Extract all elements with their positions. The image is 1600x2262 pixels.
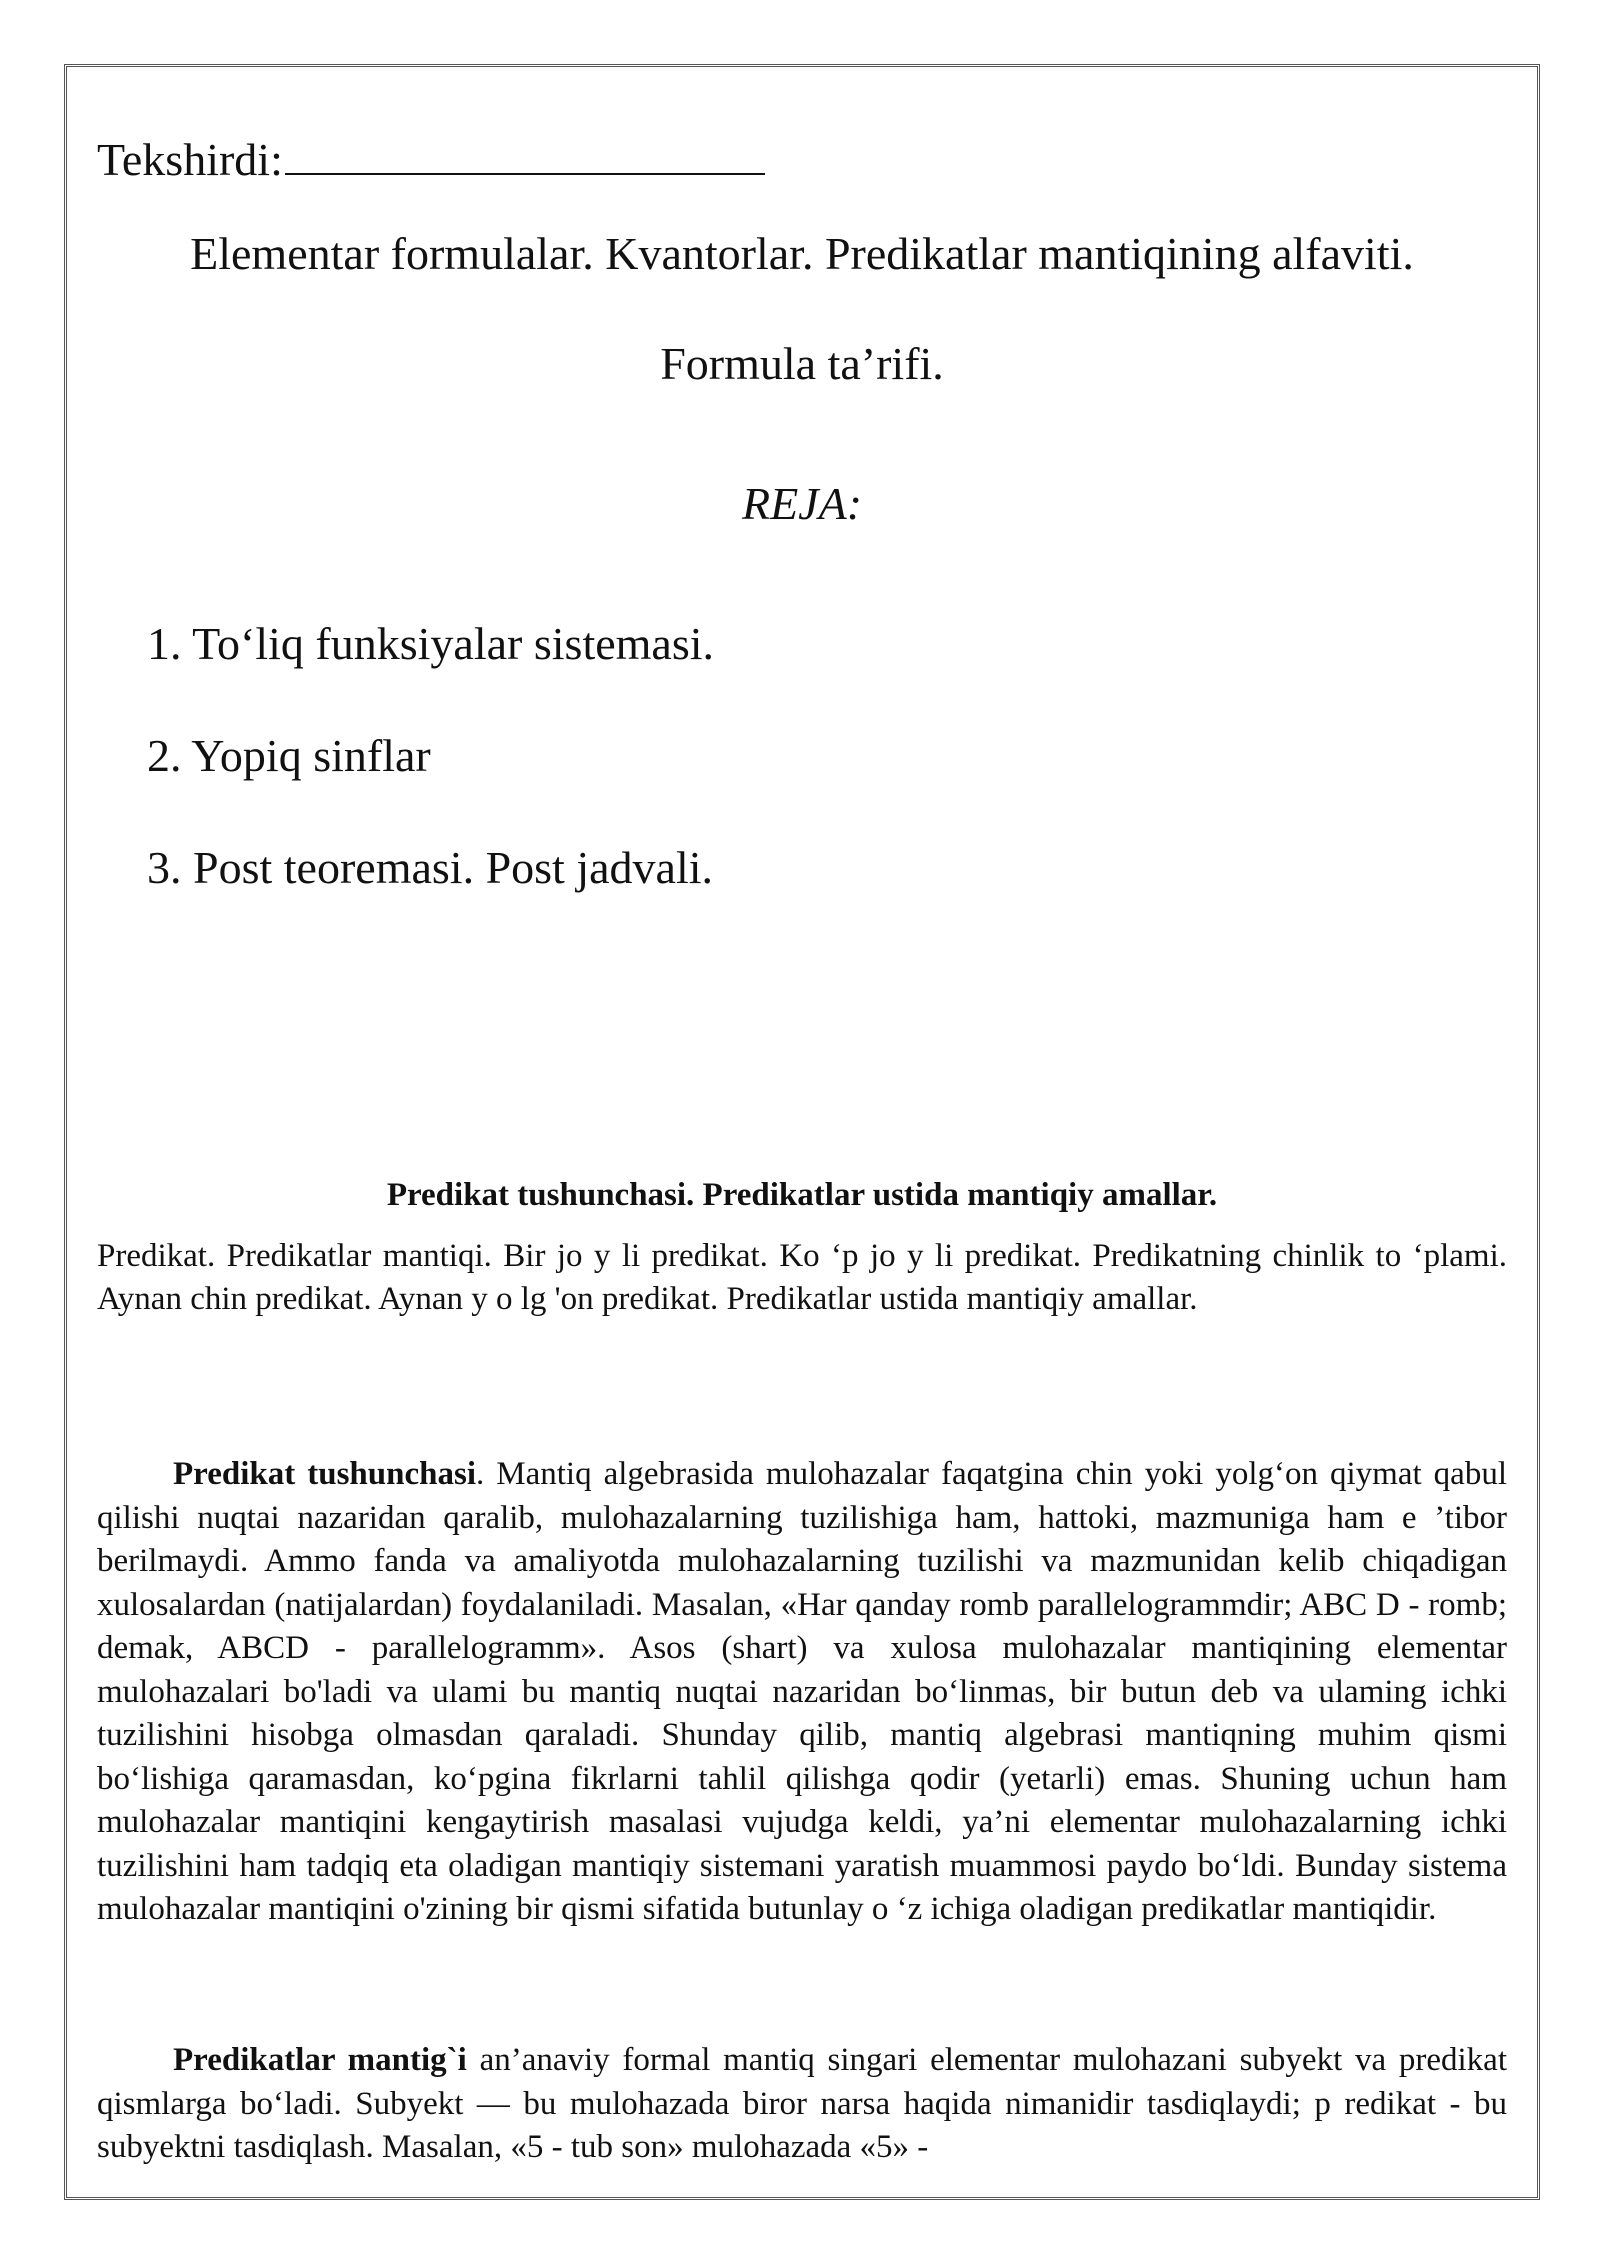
plan-item: 3. Post teoremasi. Post jadvali. bbox=[147, 842, 714, 893]
document-title: Elementar formulalar. Kvantorlar. Predikatlar mantiqining alfaviti. bbox=[190, 228, 1414, 279]
paragraph bbox=[97, 1453, 1507, 1932]
paragraph-lead-term: Predikatlar mantig`i bbox=[173, 2042, 467, 2078]
paragraph-lead-term: Predikat tushunchasi bbox=[173, 1456, 476, 1492]
section-title: Predikat tushunchasi. Predikatlar ustida mantiqiy amallar. bbox=[386, 1177, 1218, 1213]
signature-blank bbox=[285, 137, 765, 175]
section-summary: Predikat. Predikatlar mantiqi. Bir jo y li predikat. Ko ‘p jo y li predikat. Predikatning chinlik to ‘plami. Aynan chin predikat. Aynan y o lg 'on predikat. Predikatlar ustida mantiqiy amallar. bbox=[97, 1238, 1507, 1317]
checked-by-line bbox=[97, 134, 765, 185]
checked-by-label: Tekshirdi: bbox=[97, 134, 283, 185]
plan-list bbox=[147, 617, 714, 953]
page-border bbox=[64, 64, 1540, 2200]
plan-item: 1. To‘liq funksiyalar sistemasi. bbox=[147, 618, 715, 669]
plan-item: 2. Yopiq sinflar bbox=[147, 730, 431, 781]
paragraph bbox=[97, 2039, 1507, 2170]
plan-heading: REJA: bbox=[741, 478, 863, 529]
document-subtitle: Formula ta’rifi. bbox=[660, 338, 944, 389]
paragraph-text: . Mantiq algebrasida mulohazalar faqatgina chin yoki yolg‘on qiymat qabul qilishi nuqtai nazaridan qaralib, mulohazalarning tuzilishiga ham, hattoki, mazmuniga ham e ’tibor berilmaydi. Ammo fanda va amaliyotda mulohazalarning tuzilishi va mazmunidan kelib chiqadigan xulosalardan (natijalardan) foydalaniladi. Masalan, «Har qanday romb parallelogrammdir; ABC D - romb; demak, ABCD - parallelogramm». Asos (shart) va xulosa mulohazalar mantiqining elementar mulohazalari bo'ladi va ulami bu mantiq nuqtai nazaridan bo‘linmas, bir butun deb va ulaming ichki tuzilishini hisobga olmasdan qaraladi. Shunday qilib, mantiq algebrasi mantiqning muhim qismi bo‘lishiga qaramasdan, ko‘pgina fikrlarni tahlil qilishga qodir (yetarli) emas. Shuning uchun ham mulohazalar mantiqini kengaytirish masalasi vujudga keldi, ya’ni elementar mulohazalarning ichki tuzilishini ham tadqiq eta oladigan mantiqiy sistemani yaratish muammosi paydo bo‘ldi. Bunday sistema mulohazalar mantiqini o'zining bir qismi sifatida butunlay o ‘z ichiga oladigan predikatlar mantiqidir. bbox=[97, 1456, 1507, 1927]
paragraph-text: an’anaviy formal mantiq singari elementar mulohazani subyekt va predikat qismlarga bo‘ladi. Subyekt — bu mulohazada biror narsa haqida nimanidir tasdiqlaydi; p redikat - bu subyektni tasdiqlash. Masalan, «5 - tub son» mulohazada «5» - bbox=[97, 2042, 1507, 2165]
